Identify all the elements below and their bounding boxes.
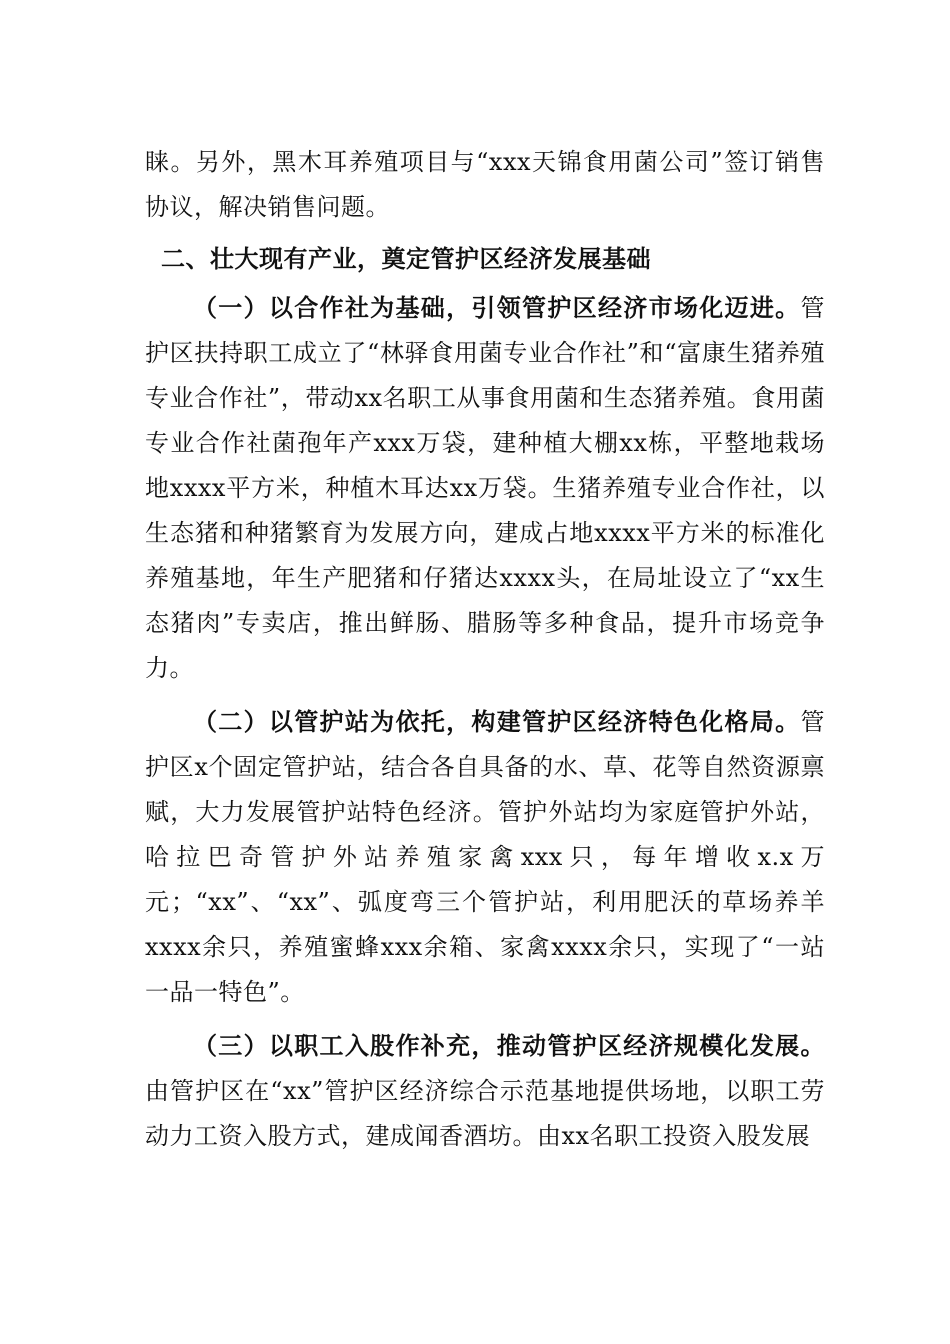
paragraph-continuation [145, 140, 825, 230]
paragraph-cooperative [145, 285, 825, 691]
paragraph-lead: （一）以合作社为基础，引领管护区经济市场化迈进。 [193, 293, 801, 322]
paragraph-station [145, 699, 825, 1015]
paragraph-lead: （二）以管护站为依托，构建管护区经济特色化格局。 [193, 707, 801, 736]
paragraph-shares [145, 1023, 825, 1159]
paragraph-text: 管护区x个固定管护站，结合各自具备的水、草、花等自然资源禀赋，大力发展管护站特色经济。管护外站均为家庭管护外站，哈拉巴奇管护外站养殖家禽xxx只，每年增收x.x万元；“xx”、“xx”、弧度弯三个管护站，利用肥沃的草场养羊xxxx余只，养殖蜜蜂xxx余箱、家禽xxxx余只，实现了“一站一品一特色”。 [145, 708, 825, 1006]
paragraph-text: 睐。另外，黑木耳养殖项目与“xxx天锦食用菌公司”签订销售协议，解决销售问题。 [145, 148, 825, 221]
section-heading [145, 236, 825, 281]
heading-text: 二、壮大现有产业，奠定管护区经济发展基础 [161, 244, 651, 273]
paragraph-text: 由管护区在“xx”管护区经济综合示范基地提供场地，以职工劳动力工资入股方式，建成闻香酒坊。由xx名职工投资入股发展 [145, 1077, 825, 1150]
document-body [145, 140, 825, 1159]
paragraph-lead: （三）以职工入股作补充，推动管护区经济规模化发展。 [193, 1031, 825, 1060]
paragraph-text: 管护区扶持职工成立了“林驿食用菌专业合作社”和“富康生猪养殖专业合作社”，带动xx名职工从事食用菌和生态猪养殖。食用菌专业合作社菌孢年产xxx万袋，建种植大棚xx栋，平整地栽场地xxxx平方米，种植木耳达xx万袋。生猪养殖专业合作社，以生态猪和种猪繁育为发展方向，建成占地xxxx平方米的标准化养殖基地，年生产肥猪和仔猪达xxxx头，在局址设立了“xx生态猪肉”专卖店，推出鲜肠、腊肠等多种食品，提升市场竞争力。 [145, 294, 825, 682]
